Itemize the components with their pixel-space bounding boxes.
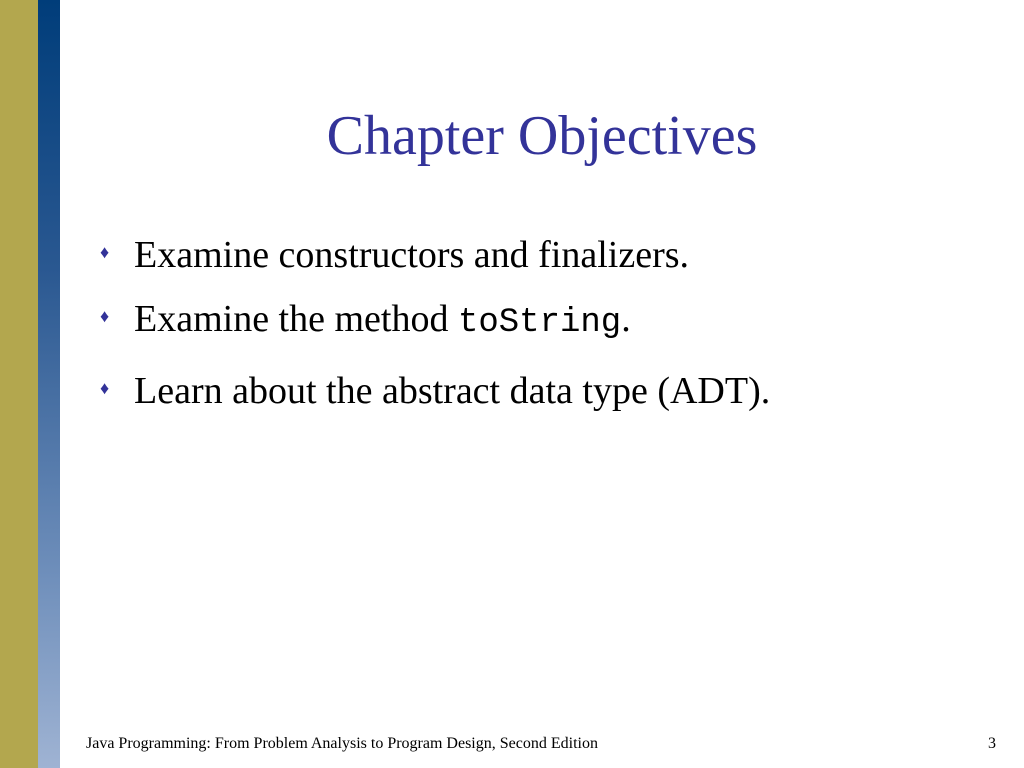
page-number: 3: [988, 735, 996, 752]
list-item: [100, 296, 770, 346]
diamond-bullet-icon: ♦: [100, 306, 110, 326]
bullet-text-suffix: .: [621, 298, 631, 340]
list-item: [100, 232, 770, 278]
objectives-list: [100, 232, 770, 432]
bullet-text: Learn about the abstract data type (ADT).: [134, 370, 771, 412]
diamond-bullet-icon: ♦: [100, 378, 110, 398]
left-gold-stripe: [0, 0, 38, 768]
list-item: [100, 368, 770, 414]
code-term: toString: [457, 304, 622, 342]
slide-title: Chapter Objectives: [326, 105, 758, 167]
bullet-text: Examine the method: [134, 298, 458, 340]
footer-book-title: Java Programming: From Problem Analysis to Program Design, Second Edition: [86, 735, 598, 752]
bullet-text: Examine constructors and finalizers.: [134, 234, 690, 276]
left-blue-gradient-stripe: [38, 0, 60, 768]
diamond-bullet-icon: ♦: [100, 242, 110, 262]
